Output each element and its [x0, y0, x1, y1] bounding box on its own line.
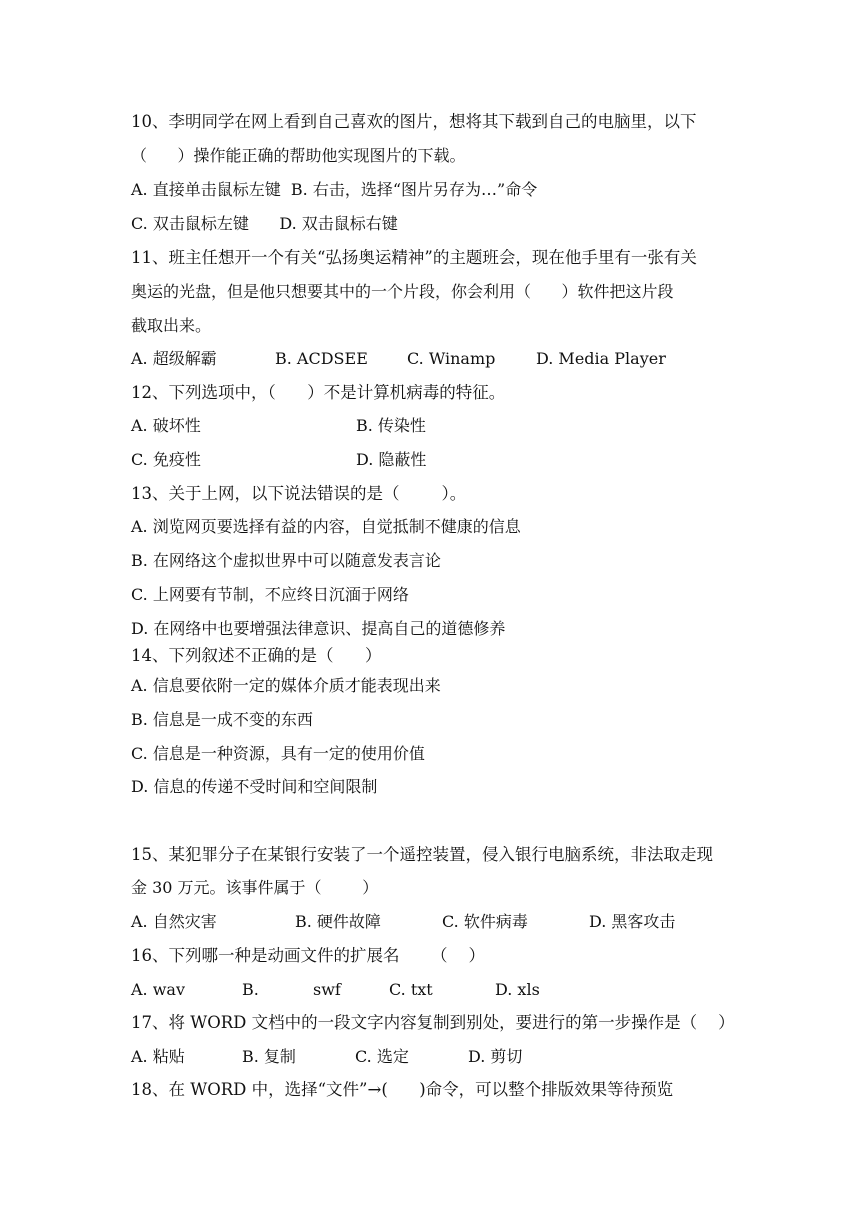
question-10-stem-line2: （ ）操作能正确的帮助他实现图片的下载。 — [131, 146, 466, 165]
question-15-option-c: C. 软件病毒 — [442, 912, 528, 931]
question-17-option-d: D. 剪切 — [468, 1047, 523, 1066]
question-12-option-d: D. 隐蔽性 — [356, 450, 427, 469]
question-11-option-b: B. ACDSEE — [275, 349, 368, 368]
question-11-stem-line3: 截取出来。 — [131, 316, 212, 335]
question-17-option-c: C. 选定 — [355, 1047, 409, 1066]
question-12-option-c: C. 免疫性 — [131, 450, 201, 469]
question-16-option-a: A. wav — [131, 980, 185, 999]
question-12-stem: 12、下列选项中，（ ）不是计算机病毒的特征。 — [131, 383, 506, 402]
question-11-option-a: A. 超级解霸 — [131, 349, 217, 368]
question-12-option-b: B. 传染性 — [356, 416, 426, 435]
question-10-stem-line1: 10、李明同学在网上看到自己喜欢的图片，想将其下载到自己的电脑里，以下 — [131, 112, 697, 131]
question-15-option-d: D. 黑客攻击 — [589, 912, 676, 931]
question-14-option-d: D. 信息的传递不受时间和空间限制 — [131, 777, 378, 796]
question-18-stem: 18、在 WORD 中，选择“文件”→( )命令，可以整个排版效果等待预览 — [131, 1080, 674, 1099]
question-15-stem-line2: 金 30 万元。该事件属于（ ） — [131, 878, 379, 897]
question-13-option-d: D. 在网络中也要增强法律意识、提高自己的道德修养 — [131, 619, 506, 638]
question-15-stem-line1: 15、某犯罪分子在某银行安装了一个遥控装置，侵入银行电脑系统，非法取走现 — [131, 845, 713, 864]
question-12-option-a: A. 破坏性 — [131, 416, 201, 435]
question-11-stem-line2: 奥运的光盘，但是他只想要其中的一个片段，你会利用（ ）软件把这片段 — [131, 282, 674, 301]
question-13-stem: 13、关于上网，以下说法错误的是（ ）。 — [131, 484, 467, 503]
question-10-options-row2: C. 双击鼠标左键 D. 双击鼠标右键 — [131, 214, 398, 233]
question-13-option-b: B. 在网络这个虚拟世界中可以随意发表言论 — [131, 551, 441, 570]
question-14-option-b: B. 信息是一成不变的东西 — [131, 710, 313, 729]
question-15-option-b: B. 硬件故障 — [295, 912, 381, 931]
question-17-option-a: A. 粘贴 — [131, 1047, 185, 1066]
question-16-option-b: B. — [242, 980, 259, 999]
question-14-stem: 14、下列叙述不正确的是（ ） — [131, 646, 382, 665]
question-17-option-b: B. 复制 — [242, 1047, 296, 1066]
question-15-option-a: A. 自然灾害 — [131, 912, 217, 931]
question-13-option-a: A. 浏览网页要选择有益的内容，自觉抵制不健康的信息 — [131, 517, 521, 536]
question-11-option-d: D. Media Player — [536, 349, 666, 368]
question-11-stem-line1: 11、班主任想开一个有关“弘扬奥运精神”的主题班会，现在他手里有一张有关 — [131, 248, 697, 267]
question-11-option-c: C. Winamp — [407, 349, 496, 368]
question-16-stem: 16、下列哪一种是动画文件的扩展名 （ ） — [131, 946, 485, 965]
question-14-option-c: C. 信息是一种资源，具有一定的使用价值 — [131, 744, 425, 763]
question-13-option-c: C. 上网要有节制，不应终日沉湎于网络 — [131, 585, 409, 604]
question-16-option-b-text: swf — [313, 980, 341, 999]
question-17-stem: 17、将 WORD 文档中的一段文字内容复制到别处，要进行的第一步操作是（ ） — [131, 1013, 735, 1032]
question-10-options-row1: A. 直接单击鼠标左键 B. 右击，选择“图片另存为…”命令 — [131, 180, 538, 199]
question-14-option-a: A. 信息要依附一定的媒体介质才能表现出来 — [131, 676, 441, 695]
question-16-option-c: C. txt — [389, 980, 433, 999]
question-16-option-d: D. xls — [495, 980, 540, 999]
